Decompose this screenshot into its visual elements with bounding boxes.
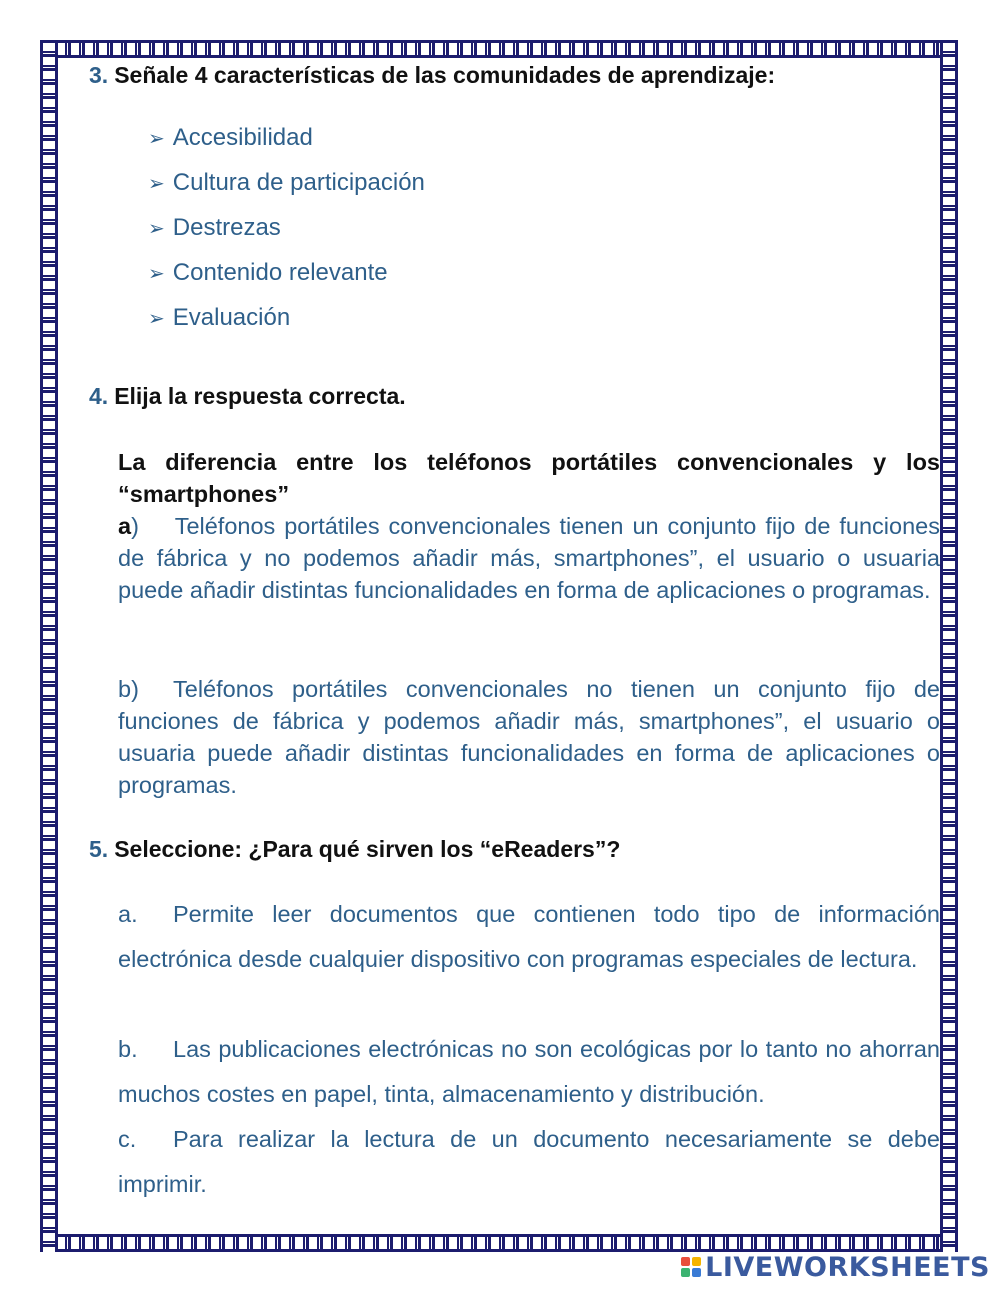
option-text: Teléfonos portátiles convencionales no tienen un conjunto fijo de funciones de fábrica y podemos añadir más, smartphones”, el usuario o usuaria puede añadir distintas funcionalidades en forma de aplicaciones o programas. (118, 676, 940, 798)
option-label: a (118, 513, 132, 539)
logo-square (681, 1257, 690, 1266)
option-label: b) (118, 676, 139, 702)
list-item: ➢ Cultura de participación (148, 169, 425, 196)
logo-square (692, 1268, 701, 1277)
option-label: a. (118, 901, 138, 927)
logo-text: LIVEWORKSHEETS (705, 1251, 990, 1283)
answer-option-a[interactable] (118, 892, 940, 982)
arrow-bullet-icon: ➢ (148, 308, 165, 330)
question-5 (89, 836, 620, 863)
option-paren: ) (131, 513, 139, 539)
option-label: b. (118, 1036, 138, 1062)
option-label: c. (118, 1126, 137, 1152)
list-item: ➢ Destrezas (148, 214, 281, 241)
liveworksheets-logo (681, 1249, 990, 1285)
question-4 (89, 383, 406, 410)
answer-option-c[interactable] (118, 1117, 940, 1207)
question-number: 4. (89, 383, 109, 409)
logo-square (692, 1257, 701, 1266)
question-stem: La diferencia entre los teléfonos portátiles convencionales y los “smartphones” (118, 449, 940, 507)
arrow-bullet-icon: ➢ (148, 218, 165, 240)
option-text: Las publicaciones electrónicas no son ecológicas por lo tanto no ahorran muchos costes en papel, tinta, almacenamiento y distribución. (118, 1036, 940, 1107)
page-border-left (40, 40, 58, 1252)
question-3 (89, 62, 775, 89)
list-item: ➢ Accesibilidad (148, 124, 313, 151)
page-border-top (40, 40, 958, 58)
option-text: Para realizar la lectura de un documento necesariamente se debe imprimir. (118, 1126, 940, 1197)
arrow-bullet-icon: ➢ (148, 128, 165, 150)
arrow-bullet-icon: ➢ (148, 263, 165, 285)
logo-mark-icon (681, 1257, 701, 1277)
answer-option-a[interactable] (118, 510, 940, 606)
option-text: Permite leer documentos que contienen todo tipo de información electrónica desde cualquier dispositivo con programas especiales de lectura. (118, 901, 940, 972)
answer-option-b[interactable] (118, 673, 940, 801)
list-item: ➢ Contenido relevante (148, 259, 388, 286)
option-text: Teléfonos portátiles convencionales tienen un conjunto fijo de funciones de fábrica y no podemos añadir más, smartphones”, el usuario o usuaria puede añadir distintas funcionalidades en forma de aplicaciones o programas. (118, 513, 940, 603)
logo-square (681, 1268, 690, 1277)
question-text: Seleccione: ¿Para qué sirven los “eReaders”? (114, 836, 621, 862)
question-text: Elija la respuesta correcta. (114, 383, 406, 409)
question-number: 3. (89, 62, 109, 88)
page-border-right (940, 40, 958, 1252)
answer-option-b[interactable] (118, 1027, 940, 1117)
arrow-bullet-icon: ➢ (148, 173, 165, 195)
question-number: 5. (89, 836, 109, 862)
list-item: ➢ Evaluación (148, 304, 291, 331)
question-text: Señale 4 características de las comunidades de aprendizaje: (114, 62, 776, 88)
